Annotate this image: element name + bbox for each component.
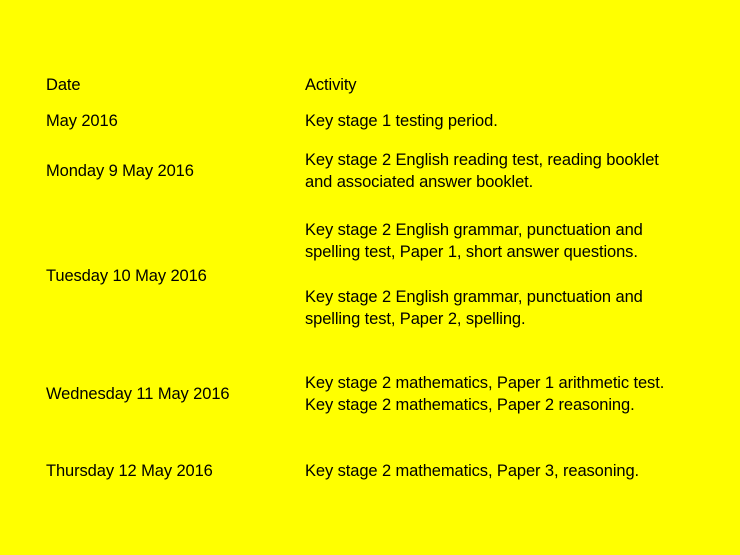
activity-line: spelling test, Paper 2, spelling. [305, 310, 526, 328]
row-activity [305, 149, 659, 193]
header-activity: Activity [305, 76, 357, 94]
activity-line: Key stage 2 mathematics, Paper 2 reasoning. [305, 396, 635, 414]
activity-line: and associated answer booklet. [305, 173, 534, 191]
row-activity [305, 372, 664, 416]
row-date: Thursday 12 May 2016 [46, 462, 213, 480]
row-activity [305, 219, 643, 263]
row-date: Tuesday 10 May 2016 [46, 267, 207, 285]
row-date: May 2016 [46, 112, 118, 130]
activity-line: Key stage 1 testing period. [305, 112, 498, 130]
activity-line: Key stage 2 mathematics, Paper 3, reasoning. [305, 462, 640, 480]
row-activity [305, 460, 639, 482]
activity-line: Key stage 2 mathematics, Paper 1 arithmetic test. [305, 374, 665, 392]
row-activity [305, 110, 498, 132]
activity-line: Key stage 2 English reading test, reading booklet [305, 151, 659, 169]
row-activity [305, 286, 643, 330]
header-date: Date [46, 76, 81, 94]
activity-line: spelling test, Paper 1, short answer questions. [305, 243, 638, 261]
row-date: Wednesday 11 May 2016 [46, 385, 230, 403]
row-date: Monday 9 May 2016 [46, 162, 194, 180]
activity-line: Key stage 2 English grammar, punctuation and [305, 221, 643, 239]
activity-line: Key stage 2 English grammar, punctuation and [305, 288, 643, 306]
